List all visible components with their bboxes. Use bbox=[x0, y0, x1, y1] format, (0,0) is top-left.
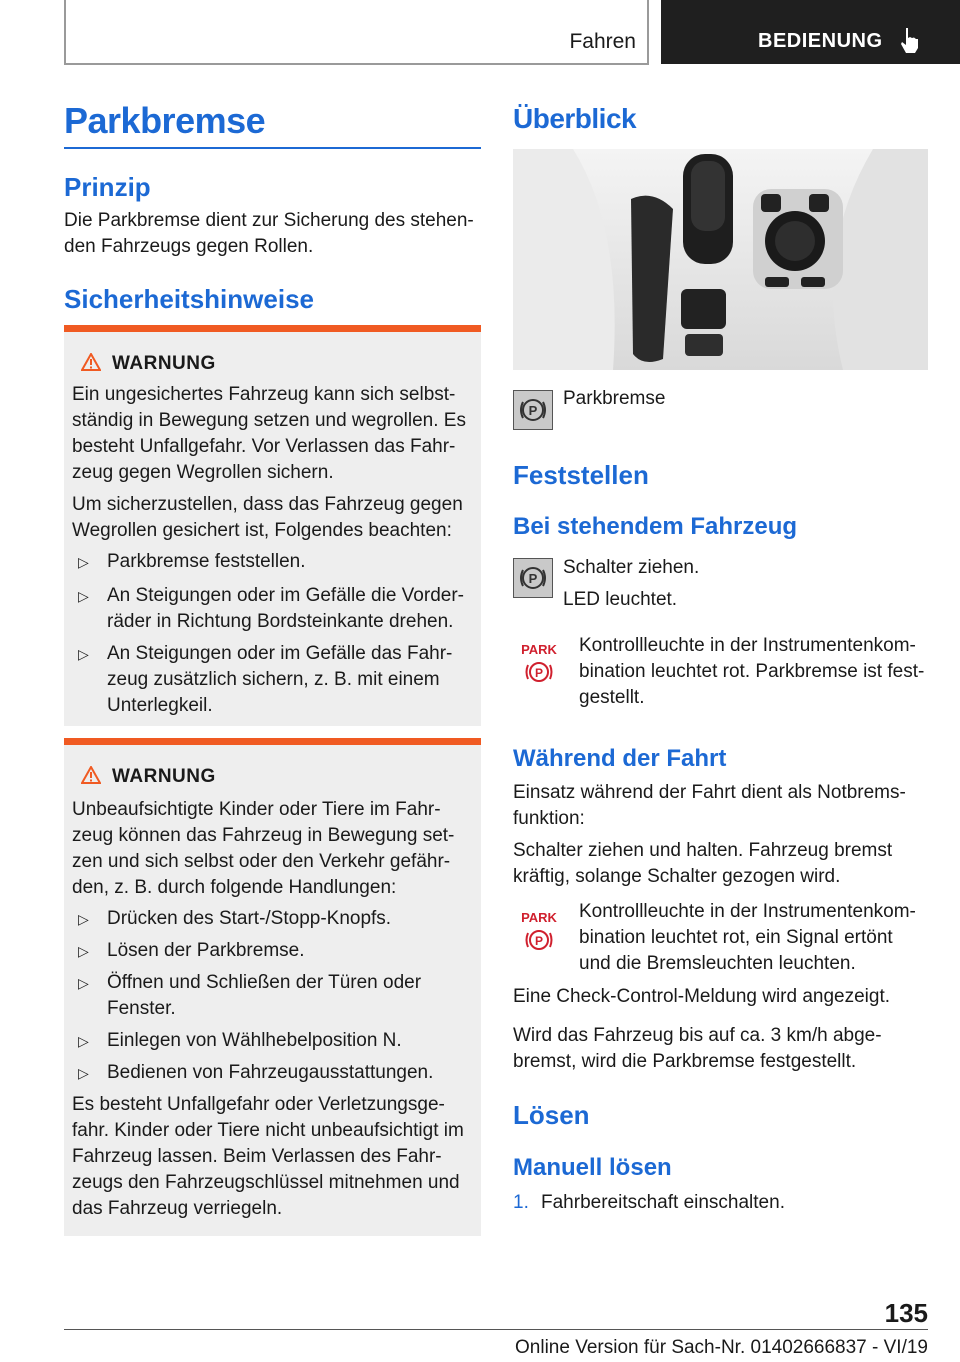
principle-line-2: den Fahrzeugs gegen Rollen. bbox=[64, 236, 314, 257]
stationary-line-1: Schalter ziehen. bbox=[563, 557, 700, 578]
step-number: 1. bbox=[513, 1192, 529, 1213]
apply-heading: Feststellen bbox=[513, 460, 649, 490]
warning-text-line: fahr. Kinder oder Tiere nicht unbeaufsichtigt im bbox=[72, 1120, 464, 1141]
list-item: ▷ Öffnen und Schließen der Türen oder Fenster. bbox=[78, 972, 422, 1019]
warning-box-1 bbox=[64, 325, 481, 726]
list-item: ▷ An Steigungen oder im Gefälle die Vorder- räder in Richtung Bordsteinkante drehen. bbox=[78, 585, 464, 632]
center-console-illustration bbox=[513, 149, 928, 370]
warning-text-line: ständig in Bewegung setzen und wegrollen. Es bbox=[72, 410, 466, 431]
check-control-text: Eine Check-Control-Meldung wird angezeigt. bbox=[513, 986, 891, 1007]
slow-line-1: Wird das Fahrzeug bis auf ca. 3 km/h abge- bbox=[513, 1025, 882, 1046]
park-indicator-icon bbox=[516, 908, 562, 954]
bullet-triangle-icon: ▷ bbox=[78, 646, 89, 662]
warning-text-line: zen und sich selbst oder den Verkehr gefähr- bbox=[72, 851, 451, 872]
driving-p2-line-1: Schalter ziehen und halten. Fahrzeug bremst bbox=[513, 840, 893, 861]
warning-text-line: Fahrzeug lassen. Beim Verlassen des Fahr- bbox=[72, 1146, 442, 1167]
warning-triangle-icon bbox=[81, 353, 101, 371]
bullet-triangle-icon: ▷ bbox=[78, 588, 89, 604]
parkbremse-button-icon bbox=[513, 390, 553, 430]
warning-text-line: besteht Unfallgefahr. Vor Verlassen das Fahr- bbox=[72, 436, 456, 457]
bullet-triangle-icon: ▷ bbox=[78, 554, 89, 570]
list-item: ▷ Einlegen von Wählhebelposition N. bbox=[78, 1028, 471, 1054]
bullet-triangle-icon: ▷ bbox=[78, 943, 89, 959]
list-item: ▷ Lösen der Parkbremse. bbox=[78, 938, 471, 964]
parkbremse-button-icon bbox=[513, 558, 553, 598]
release-heading: Lösen bbox=[513, 1100, 590, 1130]
svg-text:P: P bbox=[534, 934, 544, 948]
parkbremse-label: Parkbremse bbox=[563, 388, 666, 409]
indicator2-line-1: Kontrollleuchte in der Instrumentenkom- bbox=[579, 901, 916, 922]
indicator2-line-2: bination leuchtet rot, ein Signal ertönt bbox=[579, 927, 893, 948]
warning-text-line: Um sicherzustellen, dass das Fahrzeug gegen bbox=[72, 494, 463, 515]
header-divider-right bbox=[647, 0, 649, 64]
warning-box-2 bbox=[64, 738, 481, 1236]
bullet-triangle-icon: ▷ bbox=[78, 975, 89, 991]
warning-bar bbox=[64, 738, 481, 745]
warning-title: WARNUNG bbox=[112, 353, 216, 374]
indicator1-line-2: bination leuchtet rot. Parkbremse ist fest- bbox=[579, 661, 925, 682]
bullet-triangle-icon: ▷ bbox=[78, 1033, 89, 1049]
warning-text-line: Ein ungesichertes Fahrzeug kann sich selbst- bbox=[72, 384, 456, 405]
driving-p1-line-2: funktion: bbox=[513, 808, 585, 829]
step-1 bbox=[513, 1190, 785, 1216]
svg-text:P: P bbox=[534, 666, 544, 680]
page-title: Parkbremse bbox=[64, 100, 266, 141]
header-chapter-tab bbox=[661, 0, 960, 64]
principle-heading: Prinzip bbox=[64, 172, 151, 202]
hand-pointer-icon bbox=[897, 26, 921, 54]
warning-text-line: zeug können das Fahrzeug in Bewegung set- bbox=[72, 825, 455, 846]
warning-text-line: zeugs den Fahrzeugschlüssel mitnehmen und bbox=[72, 1172, 460, 1193]
warning-triangle-icon bbox=[81, 766, 101, 784]
footer-online-version: Online Version für Sach-Nr. 01402666837 - VI/19 bbox=[515, 1337, 928, 1358]
svg-text:PARK: PARK bbox=[521, 642, 557, 657]
center-console-photo bbox=[513, 149, 928, 370]
warning-text-line: den, z. B. durch folgende Handlungen: bbox=[72, 877, 397, 898]
header-divider-left bbox=[64, 0, 66, 64]
safety-heading: Sicherheitshinweise bbox=[64, 284, 314, 314]
bullet-triangle-icon: ▷ bbox=[78, 911, 89, 927]
title-rule bbox=[64, 147, 481, 149]
list-item: ▷ An Steigungen oder im Gefälle das Fahr- zeug zusätzlich sichern, z. B. mit einem Unterlegkeil. bbox=[78, 643, 453, 716]
warning-text-line: Unbeaufsichtigte Kinder oder Tiere im Fahr- bbox=[72, 799, 441, 820]
warning-title: WARNUNG bbox=[112, 766, 216, 787]
list-item: ▷ Bedienen von Fahrzeugausstattungen. bbox=[78, 1060, 471, 1086]
header-baseline bbox=[64, 63, 649, 65]
step-text: Fahrbereitschaft einschalten. bbox=[541, 1192, 785, 1213]
park-indicator-icon bbox=[516, 640, 562, 686]
driving-heading: Während der Fahrt bbox=[513, 745, 727, 772]
header-section-label: Fahren bbox=[569, 30, 636, 53]
indicator1-line-3: gestellt. bbox=[579, 687, 645, 708]
slow-line-2: bremst, wird die Parkbremse festgestellt. bbox=[513, 1051, 857, 1072]
indicator2-line-3: und die Bremsleuchten leuchten. bbox=[579, 953, 856, 974]
stationary-line-2: LED leuchtet. bbox=[563, 589, 678, 610]
warning-text-line: Wegrollen gesichert ist, Folgendes beachten: bbox=[72, 520, 452, 541]
svg-text:P: P bbox=[528, 403, 538, 418]
footer-rule bbox=[64, 1329, 928, 1330]
warning-text-line: das Fahrzeug verriegeln. bbox=[72, 1198, 283, 1219]
driving-p1-line-1: Einsatz während der Fahrt dient als Notbrems- bbox=[513, 782, 906, 803]
warning-text-line: zeug gegen Wegrollen sichern. bbox=[72, 462, 334, 483]
page-number: 135 bbox=[884, 1298, 928, 1328]
principle-line-1: Die Parkbremse dient zur Sicherung des stehen- bbox=[64, 210, 474, 231]
svg-text:PARK: PARK bbox=[521, 910, 557, 925]
overview-heading: Überblick bbox=[513, 103, 637, 134]
driving-p2-line-2: kräftig, solange Schalter gezogen wird. bbox=[513, 866, 841, 887]
header-chapter-label: BEDIENUNG bbox=[758, 30, 883, 52]
stationary-heading: Bei stehendem Fahrzeug bbox=[513, 513, 798, 540]
list-item: ▷ Parkbremse feststellen. bbox=[78, 549, 471, 575]
warning-bar bbox=[64, 325, 481, 332]
warning-text-line: Es besteht Unfallgefahr oder Verletzungsge- bbox=[72, 1094, 445, 1115]
indicator1-line-1: Kontrollleuchte in der Instrumentenkom- bbox=[579, 635, 916, 656]
list-item: ▷ Drücken des Start-/Stopp-Knopfs. bbox=[78, 906, 471, 932]
manual-heading: Manuell lösen bbox=[513, 1154, 672, 1181]
bullet-triangle-icon: ▷ bbox=[78, 1065, 89, 1081]
svg-text:P: P bbox=[528, 571, 538, 586]
